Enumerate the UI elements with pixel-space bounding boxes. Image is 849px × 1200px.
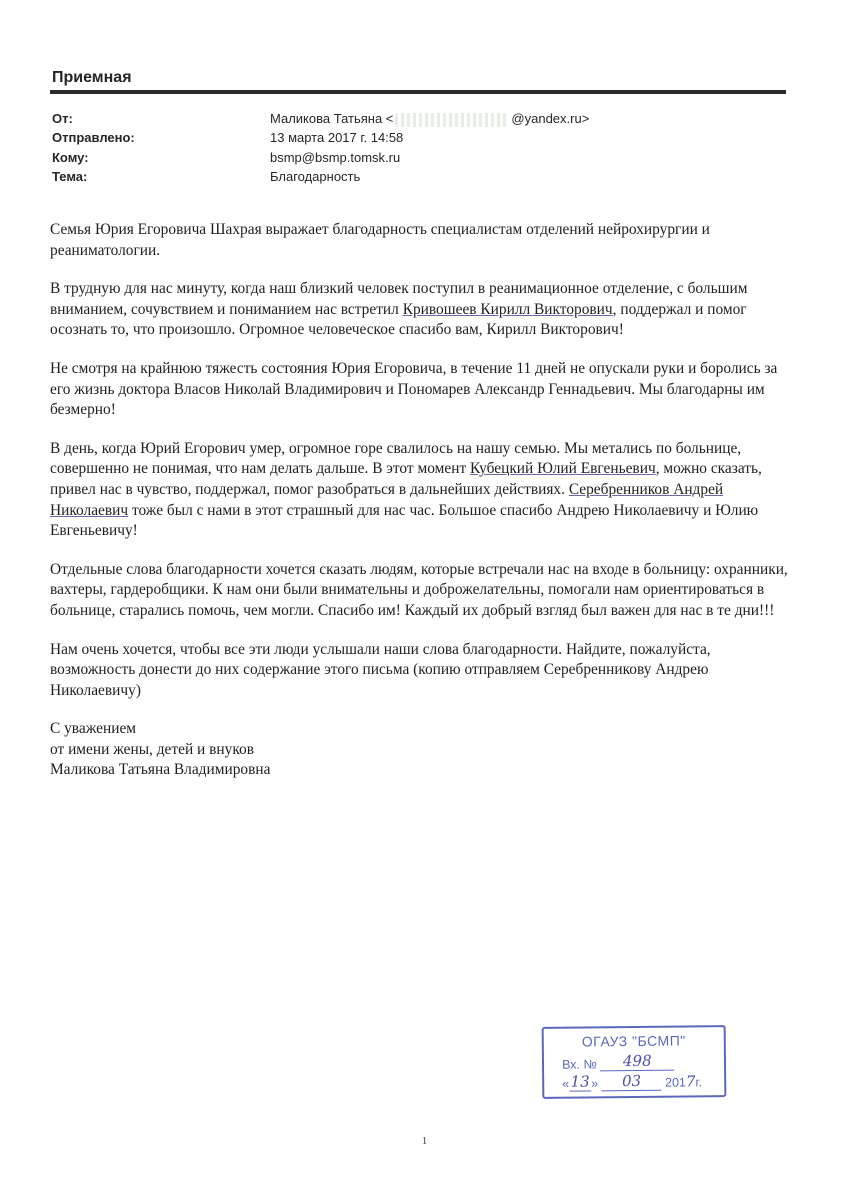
from-name: Маликова Татьяна < [270,111,394,126]
header-title: Приемная [52,69,132,86]
stamp-year-digit: 7 [685,1072,696,1091]
stamp-date-open: « [562,1076,570,1091]
from-domain: @yandex.ru> [511,111,590,126]
paragraph-4-text-b: , можно сказать, привел нас в чувство, поддержал, помог разобраться в дальнейших действиях. [50,460,762,498]
stamp-year-prefix: 201 [665,1075,687,1090]
signature-name: Маликова Татьяна Владимировна [50,761,271,779]
subject-value: Благодарность [270,169,361,184]
stamp-month: 03 [621,1071,642,1091]
paragraph-1: Семья Юрия Егоровича Шахрая выражает благодарность специалистам отделений нейрохирургии и реаниматологии. [50,221,710,259]
underlined-name-krivosheev: Кривошеев Кирилл Викторович [402,300,613,318]
paragraph-4-text-a: В день, когда Юрий Егорович умер, огромное горе свалилось на нашу семью. Мы метались по больнице, совершенно не понимая, что нам делать дальше. В этот момент [50,439,742,478]
stamp-date-row [562,1071,702,1091]
underlined-name-serebrennikov: Серебренников Андрей Николаевич [50,480,724,519]
subject-label: Тема: [52,169,88,184]
sent-label: Отправлено: [52,130,135,145]
paragraph-3: Не смотря на крайнюю тяжесть состояния Юрия Егоровича, в течение 11 дней не опускали руки и боролись за его жизнь доктора Власов Николай Владимирович и Пономарев Александр Геннадьевич. Мы благодарны им безмерно! [50,359,778,419]
page-number: 1 [421,1135,428,1147]
redacted-email [395,113,507,127]
closing-line-1: С уважением [50,720,137,738]
stamp-number-row [562,1052,674,1072]
stamp-number-label: Вх. № [561,1057,597,1072]
letter-body [50,220,795,781]
paragraph-6: Нам очень хочется, чтобы все эти люди услышали наши слова благодарности. Найдите, пожалуйста, возможность донести до них содержание этого письма (копию отправляем Серебренникову Андрею Николаевичу) [50,640,711,699]
paragraph-4 [50,439,795,542]
header-rule [50,90,786,94]
paragraph-4-text-c: тоже был с нами в этот страшный для нас час. Большое спасибо Андрею Николаевичу и Юлию Евгеньевичу! [50,501,759,540]
stamp-year-suffix: г. [695,1075,703,1090]
paragraph-2-text-b: , поддержал и помог осознать то, что произошло. Огромное человеческое спасибо вам, Кирилл Викторович! [50,300,747,339]
underlined-name-kubetsky: Кубецкий Юлий Евгеньевич [470,460,656,478]
stamp-org-name: ОГАУЗ "БСМП" [581,1032,686,1050]
from-value [270,111,589,127]
paragraph-2-text-a: В трудную для нас минуту, когда наш близкий человек поступил в реанимационное отделение, с большим вниманием, сочувствием и пониманием нас встретил [50,280,748,318]
to-value: bsmp@bsmp.tomsk.ru [270,150,401,165]
closing-line-2: от имени жены, детей и внуков [50,740,254,758]
stamp-date-mid: » [591,1076,599,1091]
sent-value: 13 марта 2017 г. 14:58 [270,130,404,145]
paragraph-2 [50,279,795,341]
to-label: Кому: [52,150,89,165]
from-label: От: [52,111,73,126]
stamp-day: 13 [570,1072,590,1091]
registration-stamp [542,1025,727,1099]
stamp-number-value: 498 [622,1051,652,1071]
paragraph-5: Отдельные слова благодарности хочется сказать людям, которые встречали нас на входе в больницу: охранники, вахтеры, гардеробщики. К нам они были внимательны и доброжелательны, помогали нам ориентироваться в больнице, старались помочь, чем могли. Спасибо им! Каждый их добрый взгляд был важен для нас в те дни!!! [50,560,788,619]
